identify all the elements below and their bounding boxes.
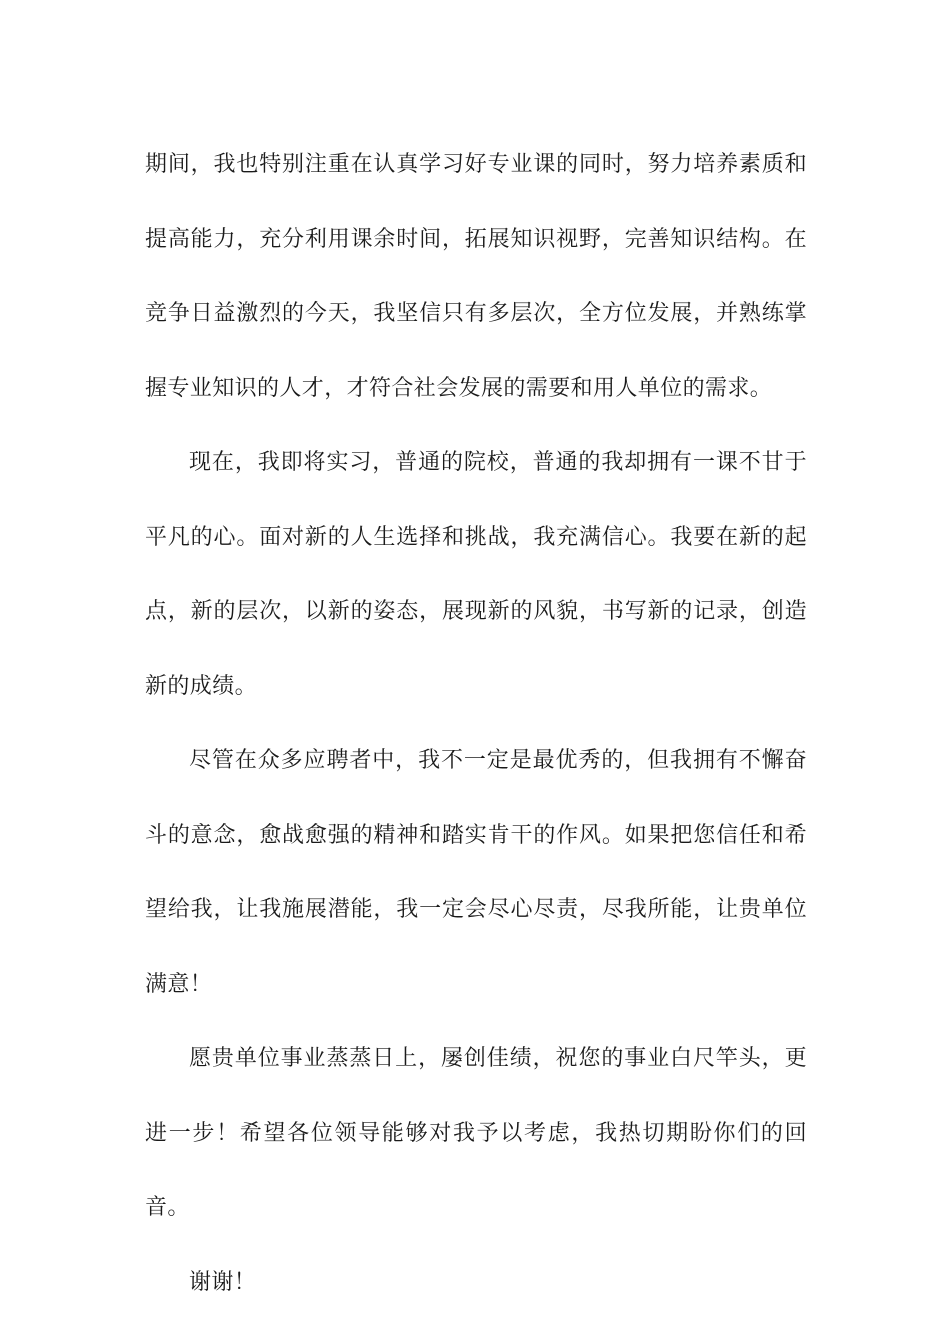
paragraph-internship: 现在，我即将实习，普通的院校，普通的我却拥有一课不甘于平凡的心。面对新的人生选择和挑战，我充满信心。我要在新的起点，新的层次，以新的姿态，展现新的风貌，书写新的记录，创造新的成绩。	[145, 450, 807, 699]
paragraph-continued: 期间，我也特别注重在认真学习好专业课的同时，努力培养素质和提高能力，充分利用课余时间，拓展知识视野，完善知识结构。在竞争日益激烈的今天，我坚信只有多层次，全方位发展，并熟练掌握专业知识的人才，才符合社会发展的需要和用人单位的需求。	[145, 152, 807, 401]
paragraph-wishes: 愿贵单位事业蒸蒸日上，屡创佳绩，祝您的事业白尺竿头，更进一步！希望各位领导能够对我予以考虑，我热切期盼你们的回音。	[145, 1046, 807, 1220]
paragraph-thanks: 谢谢！	[189, 1269, 257, 1295]
paragraph-commitment: 尽管在众多应聘者中，我不一定是最优秀的，但我拥有不懈奋斗的意念，愈战愈强的精神和踏实肯干的作风。如果把您信任和希望给我，让我施展潜能，我一定会尽心尽责，尽我所能，让贵单位满意！	[145, 748, 807, 997]
document-body	[145, 128, 807, 1320]
